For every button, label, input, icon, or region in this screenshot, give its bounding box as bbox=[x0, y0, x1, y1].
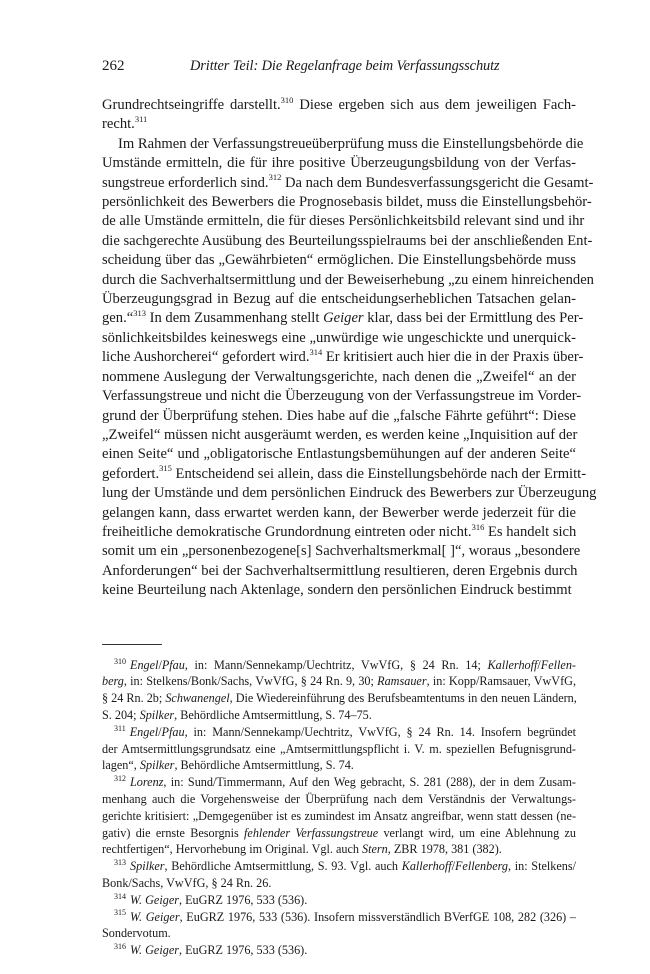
text-line bbox=[102, 308, 584, 328]
cited-name: Ramsauer bbox=[377, 674, 427, 689]
text-line: Verfassungstreue und nicht die Überzeugung von der Verfassungstreue im Vorder- bbox=[102, 388, 582, 405]
paragraph-2 bbox=[102, 135, 597, 601]
footnote-number: 315 bbox=[114, 908, 126, 918]
text-line: persönlichkeit des Bewerbers die Prognosebasis bildet, muss die Einstellungsbehör- bbox=[102, 194, 592, 211]
footnote-number: 310 bbox=[114, 656, 126, 666]
text-run: , in: Sund/Timmermann, Auf den Weg gebracht, S. 281 (288), der in dem Zusam- bbox=[163, 775, 576, 790]
text-run: Bonk/Sachs, VwVfG, § 24 Rn. 26. bbox=[102, 875, 272, 890]
text-run: , in: Stelkens/ bbox=[508, 859, 576, 874]
text-run: Er kritisiert auch hier die in der Praxis über- bbox=[322, 349, 584, 366]
footnote-rule bbox=[102, 644, 162, 645]
text-run: gen.“ bbox=[102, 310, 134, 327]
text-run: § 24 Rn. 2b; bbox=[102, 691, 166, 706]
text-line: de alle Umstände ermitteln, die für dieses Persönlichkeitsbild relevant sind und ihr bbox=[102, 213, 585, 230]
footnote-313 bbox=[102, 858, 576, 892]
footnote-315 bbox=[102, 909, 576, 943]
text-run: gefordert. bbox=[102, 465, 160, 482]
text-run: menhang auch die Vorgehensweise der Überprüfung nach dem Verständnis der Verwaltungs- bbox=[102, 791, 576, 806]
text-run: , EuGRZ 1976, 533 (536). Insofern missverständlich BVerfGE 108, 282 (326) – bbox=[179, 909, 576, 924]
book-page bbox=[102, 58, 597, 959]
text-line: gelangen kann, dass erwartet werden kann, der Bewerber werde jederzeit für die bbox=[102, 504, 576, 521]
text-run: Entscheidend sei allein, dass die Einstellungsbehörde nach der Ermitt- bbox=[171, 465, 587, 482]
text-run: sungstreue erforderlich sind. bbox=[102, 174, 269, 191]
footnote-line bbox=[102, 774, 576, 791]
body-text bbox=[102, 94, 597, 601]
cited-name: Pfau bbox=[161, 724, 185, 739]
footnote-number: 316 bbox=[114, 942, 126, 952]
text-line bbox=[102, 463, 587, 484]
footnotes bbox=[102, 657, 576, 959]
footnote-number: 313 bbox=[114, 858, 126, 868]
footnote-ref[interactable]: 315 bbox=[159, 463, 172, 474]
text-run: S. 204; bbox=[102, 707, 140, 722]
cited-name: fehlender Verfassungstreue bbox=[244, 825, 379, 840]
text-run: , Die Wiedereinführung des Berufsbeamtentums in den neuen Ländern, bbox=[229, 691, 577, 706]
cited-name: Spilker bbox=[139, 707, 175, 722]
footnote-line bbox=[102, 707, 576, 724]
text-line: „Zweifel“ müssen nicht ausgeräumt werden, es werden keine „Inquisition auf der bbox=[102, 426, 578, 443]
text-run: , in: Kopp/Ramsauer, VwVfG, bbox=[426, 674, 577, 689]
cited-name: W. Geiger bbox=[130, 892, 179, 907]
footnote-line bbox=[102, 724, 576, 741]
text-line: lung der Umstände und dem persönlichen Eindruck des Bewerbers zur Überzeugung bbox=[102, 485, 597, 502]
text-line bbox=[102, 96, 576, 115]
footnote-line bbox=[102, 791, 576, 808]
text-line: Anforderungen“ bei der Sachverhaltsermittlung resultieren, deren Ergebnis durch bbox=[102, 562, 578, 579]
text-run: In dem Zusammenhang stellt bbox=[145, 310, 324, 327]
text-run: lagen“, bbox=[102, 758, 140, 773]
footnote-line bbox=[102, 808, 576, 825]
text-line bbox=[102, 346, 584, 367]
text-line: die sachgerechte Ausübung des Beurteilungsspielraums bei der anschließenden Ent- bbox=[102, 232, 593, 249]
text-line bbox=[102, 115, 576, 134]
text-run: , in: Stelkens/Bonk/Sachs, VwVfG, § 24 Rn. 9, 30; bbox=[123, 674, 378, 689]
footnote-line bbox=[102, 825, 576, 842]
footnote-line bbox=[102, 925, 576, 942]
cited-name: Fellen- bbox=[540, 657, 576, 672]
cited-name: Engel bbox=[130, 657, 159, 672]
paragraph-1 bbox=[102, 96, 576, 135]
footnote-311 bbox=[102, 724, 576, 774]
page-number: 262 bbox=[102, 58, 125, 74]
text-run: , ZBR 1978, 381 (382). bbox=[387, 842, 502, 857]
footnote-ref[interactable]: 313 bbox=[133, 308, 146, 319]
footnote-line bbox=[102, 673, 576, 690]
footnote-316 bbox=[102, 942, 576, 959]
text-line: grund der Überprüfung stehen. Dies habe auf die „falsche Fährte geführt“: Diese bbox=[102, 407, 576, 424]
footnote-ref[interactable]: 314 bbox=[309, 346, 323, 357]
footnote-line bbox=[102, 942, 576, 959]
text-run: klar, dass bei der Ermittlung des Per- bbox=[363, 310, 584, 327]
footnote-line bbox=[102, 841, 576, 858]
text-run: Da nach dem Bundesverfassungsgericht die Gesamt- bbox=[281, 174, 594, 191]
text-run: gativ) die ernste Besorgnis bbox=[102, 825, 245, 840]
text-line: Umstände ermitteln, die für ihre positive Überzeugungsbildung von der Verfas- bbox=[102, 155, 576, 172]
text-run: , EuGRZ 1976, 533 (536). bbox=[178, 892, 308, 907]
text-line: nommene Auslegung der Verwaltungsgerichte, nach denen die „Zweifel“ an der bbox=[102, 368, 576, 385]
running-title: Dritter Teil: Die Regelanfrage beim Verfassungsschutz bbox=[190, 58, 500, 74]
text-line bbox=[102, 172, 594, 193]
cited-name: Spilker bbox=[139, 758, 175, 773]
text-run: / bbox=[537, 657, 541, 672]
running-head bbox=[102, 58, 576, 80]
text-line: keine Beurteilung nach Aktenlage, sondern den persönlichen Eindruck bestimmt bbox=[102, 582, 572, 599]
cited-name: W. Geiger bbox=[130, 909, 180, 924]
text-run: , in: Mann/Sennekamp/Uechtritz, VwVfG, § 24 Rn. 14; bbox=[184, 657, 488, 672]
text-run: / bbox=[158, 657, 162, 672]
text-line: durch die Sachverhaltsermittlung und der Beweiserhebung „zu einem hinreichenden bbox=[102, 271, 594, 288]
author-name: Geiger bbox=[323, 310, 364, 327]
text-run: , Behördliche Amtsermittlung, S. 74. bbox=[174, 758, 354, 773]
footnote-line bbox=[102, 690, 576, 707]
text-run: rechtfertigen“, Hervorhebung im Original. Vgl. auch bbox=[102, 842, 363, 857]
text-run: Diese ergeben sich aus dem jeweiligen Fach- bbox=[293, 97, 576, 113]
footnote-number: 314 bbox=[114, 891, 126, 901]
footnote-line bbox=[102, 741, 576, 758]
cited-name: Lorenz bbox=[130, 775, 164, 790]
text-run: / bbox=[451, 859, 455, 874]
text-line bbox=[102, 523, 576, 542]
cited-name: Spilker bbox=[130, 859, 165, 874]
text-run: , Behördliche Amtsermittlung, S. 74–75. bbox=[174, 707, 372, 722]
text-run: , Behördliche Amtsermittlung, S. 93. Vgl. auch bbox=[164, 859, 402, 874]
text-run: der Amtsermittlungsgrundsatz eine „Amtsermittlungspflicht i. V. m. speziellen Befugnisgrund- bbox=[102, 741, 576, 756]
cited-name: W. Geiger bbox=[130, 943, 179, 958]
text-run: gerichte kritisiert: „Demgegenüber ist es zumindest im Ansatz angreifbar, wenn statt dessen (ne- bbox=[102, 808, 576, 823]
cited-name: Kallerhoff bbox=[487, 657, 538, 672]
text-run: verlangt wird, um eine Ablehnung zu bbox=[378, 825, 576, 840]
text-run: recht. bbox=[102, 116, 135, 133]
text-run: / bbox=[158, 724, 162, 739]
cited-name: Fellenberg bbox=[454, 859, 509, 874]
text-line: Überzeugungsgrad in Bezug auf die entscheidungserheblichen Tatsachen gelan- bbox=[102, 291, 576, 308]
text-line: Im Rahmen der Verfassungstreueüberprüfung muss die Einstellungsbehörde die bbox=[118, 135, 584, 152]
text-run: Grundrechtseingriffe darstellt. bbox=[102, 97, 281, 113]
cited-name: Stern bbox=[362, 842, 388, 857]
cited-name: Pfau bbox=[161, 657, 185, 672]
footnote-ref[interactable]: 316 bbox=[471, 521, 485, 532]
footnote-ref[interactable]: 312 bbox=[268, 172, 282, 183]
text-run: Es handelt sich bbox=[484, 523, 577, 540]
cited-name: Engel bbox=[129, 724, 159, 739]
footnote-line bbox=[102, 909, 576, 926]
footnote-ref[interactable]: 310 bbox=[280, 94, 294, 105]
footnote-310 bbox=[102, 657, 576, 724]
footnote-line bbox=[102, 757, 576, 774]
footnote-312 bbox=[102, 774, 576, 858]
text-run: , EuGRZ 1976, 533 (536). bbox=[178, 943, 308, 958]
cited-name: berg bbox=[102, 674, 124, 689]
footnote-number: 312 bbox=[114, 774, 126, 784]
footnote-ref[interactable]: 311 bbox=[134, 114, 148, 125]
text-line: sönlichkeitsbildes keineswegs eine „unwürdige wie ungeschickte und unerquick- bbox=[102, 329, 576, 346]
text-run: , in: Mann/Sennekamp/Uechtritz, VwVfG, § 24 Rn. 14. Insofern begründet bbox=[184, 724, 576, 739]
footnote-line bbox=[102, 657, 576, 674]
cited-name: Kallerhoff bbox=[401, 859, 452, 874]
text-run: liche Aushorcherei“ gefordert wird. bbox=[102, 349, 310, 366]
footnote-line bbox=[102, 875, 576, 892]
cited-name: Schwanengel bbox=[165, 691, 230, 706]
footnote-number: 311 bbox=[114, 723, 126, 733]
footnote-line bbox=[102, 858, 576, 875]
footnote-314 bbox=[102, 892, 576, 909]
text-line: einen Seite“ und „obligatorische Entlastungsbemühungen auf der anderen Seite“ bbox=[102, 446, 576, 463]
text-run: freiheitliche demokratische Grundordnung eintreten oder nicht. bbox=[102, 523, 472, 540]
footnote-line bbox=[102, 892, 576, 909]
text-run: Sondervotum. bbox=[102, 926, 171, 941]
text-line: scheidung über das „Gewährbieten“ ermöglichen. Die Einstellungsbehörde muss bbox=[102, 252, 576, 269]
text-line: somit um ein „personenbezogene[s] Sachverhaltsmerkmal[ ]“, woraus „besondere bbox=[102, 543, 581, 560]
